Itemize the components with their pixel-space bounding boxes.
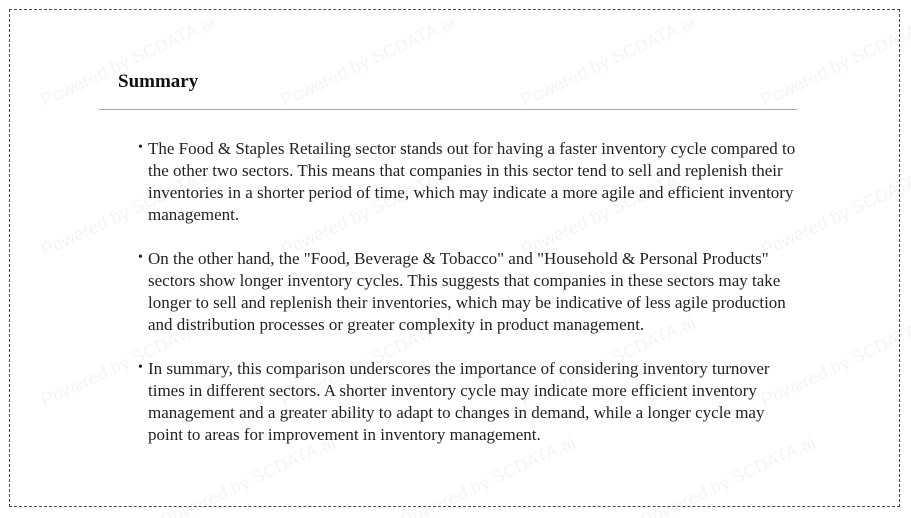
summary-bullet-text: The Food & Staples Retailing sector stands out for having a faster inventory cycle compared to the other two sectors. This means that companies in this sector tend to sell and replenish their inventories in a shorter period of time, which may indicate a more agile and efficient inventory management. (148, 139, 796, 224)
summary-bullet-item (136, 248, 796, 336)
summary-title: Summary (118, 71, 199, 92)
summary-bullet-text: In summary, this comparison underscores the importance of considering inventory turnover times in different sectors. A shorter inventory cycle may indicate more efficient inventory management and a greater ability to adapt to changes in demand, while a longer cycle may point to areas for improvement in inventory management. (148, 359, 770, 444)
bullet-dot-icon: • (138, 360, 143, 375)
title-divider (99, 109, 797, 110)
summary-bullet-item (136, 358, 796, 446)
summary-bullet-text: On the other hand, the "Food, Beverage & Tobacco" and "Household & Personal Products" sectors show longer inventory cycles. This suggests that companies in these sectors may take longer to sell and replenish their inventories, which may be indicative of less agile production and distribution processes or greater complexity in product management. (148, 249, 786, 334)
summary-list (136, 138, 796, 468)
summary-bullet-item (136, 138, 796, 226)
bullet-dot-icon: • (138, 250, 143, 265)
bullet-dot-icon: • (138, 140, 143, 155)
